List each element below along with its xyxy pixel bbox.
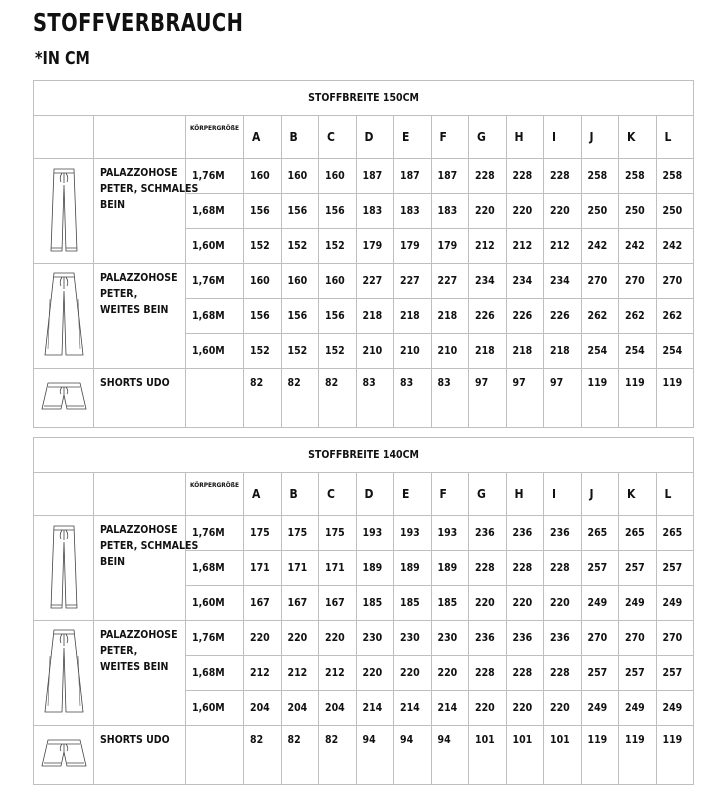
body-height-cell	[186, 369, 244, 428]
garment-name	[94, 369, 186, 428]
fabric-amount-cell: 187	[356, 159, 394, 194]
fabric-amount-cell: 94	[394, 726, 432, 785]
fabric-amount-cell: 228	[506, 656, 544, 691]
size-header: F	[431, 473, 469, 516]
fabric-amount-cell: 82	[281, 369, 319, 428]
fabric-amount-cell: 152	[244, 334, 282, 369]
garment-name	[94, 621, 186, 726]
body-height-cell	[186, 726, 244, 785]
fabric-amount-cell: 218	[431, 299, 469, 334]
page-title: STOFFVERBRAUCH	[33, 8, 244, 37]
fabric-amount-cell: 257	[581, 656, 619, 691]
fabric-amount-cell: 220	[469, 194, 507, 229]
garment-name	[94, 726, 186, 785]
fabric-amount-cell: 234	[544, 264, 582, 299]
fabric-amount-cell: 189	[394, 551, 432, 586]
fabric-amount-cell: 210	[356, 334, 394, 369]
size-header: D	[356, 116, 394, 159]
garment-picture	[34, 264, 94, 369]
fabric-amount-cell: 189	[356, 551, 394, 586]
fabric-amount-cell: 193	[356, 516, 394, 551]
garment-name-line: BEIN	[100, 199, 126, 211]
garment-name-line: PALAZZOHOSE	[100, 629, 178, 641]
body-height-cell: 1,76M	[186, 621, 244, 656]
fabric-amount-cell: 214	[356, 691, 394, 726]
fabric-amount-cell: 119	[619, 726, 657, 785]
fabric-table-140	[33, 437, 694, 785]
garment-name-line: PALAZZOHOSE	[100, 167, 178, 179]
fabric-amount-cell: 189	[431, 551, 469, 586]
fabric-amount-cell: 220	[244, 621, 282, 656]
narrow-pants-icon	[44, 603, 84, 615]
fabric-amount-cell: 249	[656, 691, 694, 726]
size-header: L	[656, 116, 694, 159]
shorts-icon	[40, 406, 88, 418]
fabric-amount-cell: 218	[469, 334, 507, 369]
fabric-amount-cell: 97	[469, 369, 507, 428]
fabric-amount-cell: 228	[506, 159, 544, 194]
fabric-amount-cell: 187	[431, 159, 469, 194]
body-height-cell: 1,68M	[186, 299, 244, 334]
garment-name-line: SHORTS UDO	[100, 377, 170, 389]
fabric-amount-cell: 210	[431, 334, 469, 369]
narrow-pants-icon	[44, 246, 84, 258]
size-header: A	[244, 473, 282, 516]
fabric-amount-cell: 152	[244, 229, 282, 264]
fabric-amount-cell: 185	[356, 586, 394, 621]
garment-name-line: BEIN	[100, 556, 126, 568]
fabric-amount-cell: 218	[544, 334, 582, 369]
fabric-amount-cell: 230	[356, 621, 394, 656]
body-height-cell: 1,60M	[186, 334, 244, 369]
fabric-amount-cell: 236	[544, 621, 582, 656]
wide-pants-icon	[42, 709, 86, 721]
size-header: J	[581, 116, 619, 159]
fabric-amount-cell: 156	[319, 194, 357, 229]
garment-picture	[34, 159, 94, 264]
fabric-amount-cell: 220	[469, 586, 507, 621]
garment-name-line: PETER, SCHMALES	[100, 183, 199, 195]
fabric-amount-cell: 218	[394, 299, 432, 334]
size-header: E	[394, 116, 432, 159]
garment-picture	[34, 621, 94, 726]
fabric-amount-cell: 82	[319, 726, 357, 785]
size-header: H	[506, 116, 544, 159]
fabric-amount-cell: 82	[244, 726, 282, 785]
fabric-amount-cell: 171	[244, 551, 282, 586]
fabric-amount-cell: 82	[319, 369, 357, 428]
fabric-amount-cell: 270	[619, 621, 657, 656]
fabric-amount-cell: 228	[544, 159, 582, 194]
garment-name-line: WEITES BEIN	[100, 304, 169, 316]
fabric-amount-cell: 171	[319, 551, 357, 586]
fabric-amount-cell: 254	[581, 334, 619, 369]
empty-cell	[94, 473, 186, 516]
fabric-amount-cell: 167	[319, 586, 357, 621]
fabric-amount-cell: 212	[544, 229, 582, 264]
fabric-amount-cell: 183	[431, 194, 469, 229]
fabric-amount-cell: 83	[356, 369, 394, 428]
fabric-amount-cell: 257	[656, 656, 694, 691]
size-header: I	[544, 473, 582, 516]
fabric-amount-cell: 262	[619, 299, 657, 334]
table-header: STOFFBREITE 140CM	[34, 438, 694, 473]
fabric-amount-cell: 236	[544, 516, 582, 551]
fabric-amount-cell: 214	[431, 691, 469, 726]
body-height-cell: 1,68M	[186, 551, 244, 586]
fabric-amount-cell: 183	[394, 194, 432, 229]
garment-picture	[34, 726, 94, 785]
fabric-amount-cell: 97	[506, 369, 544, 428]
fabric-amount-cell: 97	[544, 369, 582, 428]
fabric-amount-cell: 227	[356, 264, 394, 299]
fabric-amount-cell: 228	[544, 551, 582, 586]
fabric-amount-cell: 254	[656, 334, 694, 369]
fabric-amount-cell: 220	[319, 621, 357, 656]
garment-name-line: PALAZZOHOSE	[100, 524, 178, 536]
fabric-table-150	[33, 80, 694, 428]
fabric-amount-cell: 119	[656, 369, 694, 428]
fabric-amount-cell: 220	[506, 194, 544, 229]
fabric-amount-cell: 249	[656, 586, 694, 621]
fabric-amount-cell: 236	[506, 621, 544, 656]
fabric-amount-cell: 249	[581, 586, 619, 621]
fabric-amount-cell: 270	[619, 264, 657, 299]
fabric-amount-cell: 242	[619, 229, 657, 264]
fabric-amount-cell: 82	[244, 369, 282, 428]
fabric-amount-cell: 265	[619, 516, 657, 551]
empty-cell	[34, 473, 94, 516]
size-header: B	[281, 116, 319, 159]
empty-cell	[34, 116, 94, 159]
fabric-amount-cell: 228	[469, 551, 507, 586]
garment-picture	[34, 369, 94, 428]
fabric-amount-cell: 212	[281, 656, 319, 691]
size-header: K	[619, 473, 657, 516]
empty-cell	[94, 116, 186, 159]
fabric-amount-cell: 220	[356, 656, 394, 691]
fabric-amount-cell: 249	[581, 691, 619, 726]
fabric-amount-cell: 167	[281, 586, 319, 621]
fabric-amount-cell: 187	[394, 159, 432, 194]
fabric-amount-cell: 265	[581, 516, 619, 551]
fabric-amount-cell: 257	[581, 551, 619, 586]
fabric-amount-cell: 156	[281, 299, 319, 334]
body-height-cell: 1,76M	[186, 516, 244, 551]
fabric-amount-cell: 265	[656, 516, 694, 551]
size-header: K	[619, 116, 657, 159]
fabric-amount-cell: 220	[506, 586, 544, 621]
size-header: F	[431, 116, 469, 159]
fabric-amount-cell: 83	[431, 369, 469, 428]
fabric-amount-cell: 94	[356, 726, 394, 785]
fabric-amount-cell: 175	[244, 516, 282, 551]
fabric-amount-cell: 175	[281, 516, 319, 551]
fabric-amount-cell: 220	[544, 586, 582, 621]
fabric-amount-cell: 204	[319, 691, 357, 726]
height-column-label: KÖRPERGRÖßE	[186, 116, 244, 159]
fabric-amount-cell: 220	[544, 194, 582, 229]
fabric-amount-cell: 230	[394, 621, 432, 656]
fabric-amount-cell: 167	[244, 586, 282, 621]
fabric-amount-cell: 212	[506, 229, 544, 264]
fabric-amount-cell: 220	[281, 621, 319, 656]
fabric-amount-cell: 193	[431, 516, 469, 551]
fabric-amount-cell: 160	[319, 264, 357, 299]
fabric-amount-cell: 228	[506, 551, 544, 586]
fabric-amount-cell: 250	[619, 194, 657, 229]
size-header: A	[244, 116, 282, 159]
height-column-label: KÖRPERGRÖßE	[186, 473, 244, 516]
fabric-amount-cell: 258	[619, 159, 657, 194]
body-height-cell: 1,68M	[186, 194, 244, 229]
fabric-amount-cell: 220	[506, 691, 544, 726]
fabric-amount-cell: 101	[506, 726, 544, 785]
fabric-amount-cell: 212	[469, 229, 507, 264]
fabric-amount-cell: 160	[281, 264, 319, 299]
fabric-amount-cell: 236	[506, 516, 544, 551]
body-height-cell: 1,60M	[186, 586, 244, 621]
size-header: D	[356, 473, 394, 516]
fabric-amount-cell: 160	[319, 159, 357, 194]
fabric-amount-cell: 228	[469, 159, 507, 194]
size-header: C	[319, 473, 357, 516]
fabric-amount-cell: 254	[619, 334, 657, 369]
fabric-amount-cell: 119	[619, 369, 657, 428]
fabric-amount-cell: 119	[656, 726, 694, 785]
size-header: E	[394, 473, 432, 516]
fabric-amount-cell: 257	[619, 551, 657, 586]
size-header: G	[469, 473, 507, 516]
garment-name-line: WEITES BEIN	[100, 661, 169, 673]
unit-note: *IN CM	[35, 48, 90, 69]
body-height-cell: 1,60M	[186, 229, 244, 264]
fabric-amount-cell: 234	[469, 264, 507, 299]
fabric-amount-cell: 234	[506, 264, 544, 299]
table-header: STOFFBREITE 150CM	[34, 81, 694, 116]
fabric-amount-cell: 226	[544, 299, 582, 334]
fabric-amount-cell: 230	[431, 621, 469, 656]
garment-name	[94, 159, 199, 264]
fabric-amount-cell: 152	[319, 334, 357, 369]
fabric-amount-cell: 152	[319, 229, 357, 264]
fabric-amount-cell: 152	[281, 334, 319, 369]
fabric-amount-cell: 183	[356, 194, 394, 229]
fabric-amount-cell: 82	[281, 726, 319, 785]
fabric-amount-cell: 156	[319, 299, 357, 334]
garment-name-line: PETER,	[100, 288, 138, 300]
fabric-amount-cell: 152	[281, 229, 319, 264]
fabric-amount-cell: 175	[319, 516, 357, 551]
fabric-amount-cell: 257	[619, 656, 657, 691]
garment-name-line: SHORTS UDO	[100, 734, 170, 746]
fabric-amount-cell: 83	[394, 369, 432, 428]
garment-name-line: PALAZZOHOSE	[100, 272, 178, 284]
wide-pants-icon	[42, 352, 86, 364]
fabric-amount-cell: 210	[394, 334, 432, 369]
fabric-amount-cell: 204	[244, 691, 282, 726]
fabric-amount-cell: 250	[581, 194, 619, 229]
fabric-amount-cell: 94	[431, 726, 469, 785]
fabric-amount-cell: 204	[281, 691, 319, 726]
fabric-amount-cell: 156	[281, 194, 319, 229]
body-height-cell: 1,68M	[186, 656, 244, 691]
fabric-amount-cell: 171	[281, 551, 319, 586]
fabric-amount-cell: 270	[581, 264, 619, 299]
fabric-amount-cell: 227	[394, 264, 432, 299]
fabric-amount-cell: 249	[619, 586, 657, 621]
size-header: I	[544, 116, 582, 159]
fabric-amount-cell: 257	[656, 551, 694, 586]
fabric-amount-cell: 262	[581, 299, 619, 334]
fabric-amount-cell: 270	[656, 621, 694, 656]
size-header: B	[281, 473, 319, 516]
fabric-amount-cell: 179	[431, 229, 469, 264]
fabric-amount-cell: 101	[469, 726, 507, 785]
fabric-amount-cell: 156	[244, 194, 282, 229]
body-height-cell: 1,60M	[186, 691, 244, 726]
fabric-amount-cell: 185	[431, 586, 469, 621]
fabric-amount-cell: 220	[431, 656, 469, 691]
size-header: J	[581, 473, 619, 516]
fabric-amount-cell: 220	[469, 691, 507, 726]
fabric-amount-cell: 242	[581, 229, 619, 264]
shorts-icon	[40, 763, 88, 775]
fabric-amount-cell: 220	[394, 656, 432, 691]
garment-name-line: PETER, SCHMALES	[100, 540, 199, 552]
fabric-amount-cell: 156	[244, 299, 282, 334]
fabric-amount-cell: 179	[394, 229, 432, 264]
size-header: H	[506, 473, 544, 516]
fabric-amount-cell: 193	[394, 516, 432, 551]
fabric-amount-cell: 228	[544, 656, 582, 691]
fabric-amount-cell: 262	[656, 299, 694, 334]
fabric-amount-cell: 226	[506, 299, 544, 334]
fabric-amount-cell: 160	[244, 264, 282, 299]
size-header: L	[656, 473, 694, 516]
garment-name	[94, 516, 199, 621]
fabric-amount-cell: 160	[281, 159, 319, 194]
fabric-amount-cell: 236	[469, 621, 507, 656]
body-height-cell: 1,76M	[186, 264, 244, 299]
fabric-amount-cell: 185	[394, 586, 432, 621]
fabric-amount-cell: 119	[581, 726, 619, 785]
fabric-amount-cell: 236	[469, 516, 507, 551]
fabric-amount-cell: 270	[581, 621, 619, 656]
garment-name-line: PETER,	[100, 645, 138, 657]
body-height-cell: 1,76M	[186, 159, 244, 194]
size-header: C	[319, 116, 357, 159]
garment-name	[94, 264, 186, 369]
fabric-amount-cell: 218	[506, 334, 544, 369]
fabric-amount-cell: 179	[356, 229, 394, 264]
fabric-amount-cell: 270	[656, 264, 694, 299]
fabric-amount-cell: 258	[656, 159, 694, 194]
fabric-amount-cell: 250	[656, 194, 694, 229]
fabric-amount-cell: 214	[394, 691, 432, 726]
size-header: G	[469, 116, 507, 159]
fabric-amount-cell: 228	[469, 656, 507, 691]
fabric-amount-cell: 218	[356, 299, 394, 334]
fabric-amount-cell: 258	[581, 159, 619, 194]
fabric-amount-cell: 119	[581, 369, 619, 428]
fabric-amount-cell: 242	[656, 229, 694, 264]
fabric-amount-cell: 160	[244, 159, 282, 194]
fabric-amount-cell: 220	[544, 691, 582, 726]
fabric-amount-cell: 101	[544, 726, 582, 785]
fabric-amount-cell: 226	[469, 299, 507, 334]
fabric-amount-cell: 227	[431, 264, 469, 299]
garment-picture	[34, 516, 94, 621]
fabric-amount-cell: 212	[244, 656, 282, 691]
fabric-amount-cell: 249	[619, 691, 657, 726]
fabric-amount-cell: 212	[319, 656, 357, 691]
